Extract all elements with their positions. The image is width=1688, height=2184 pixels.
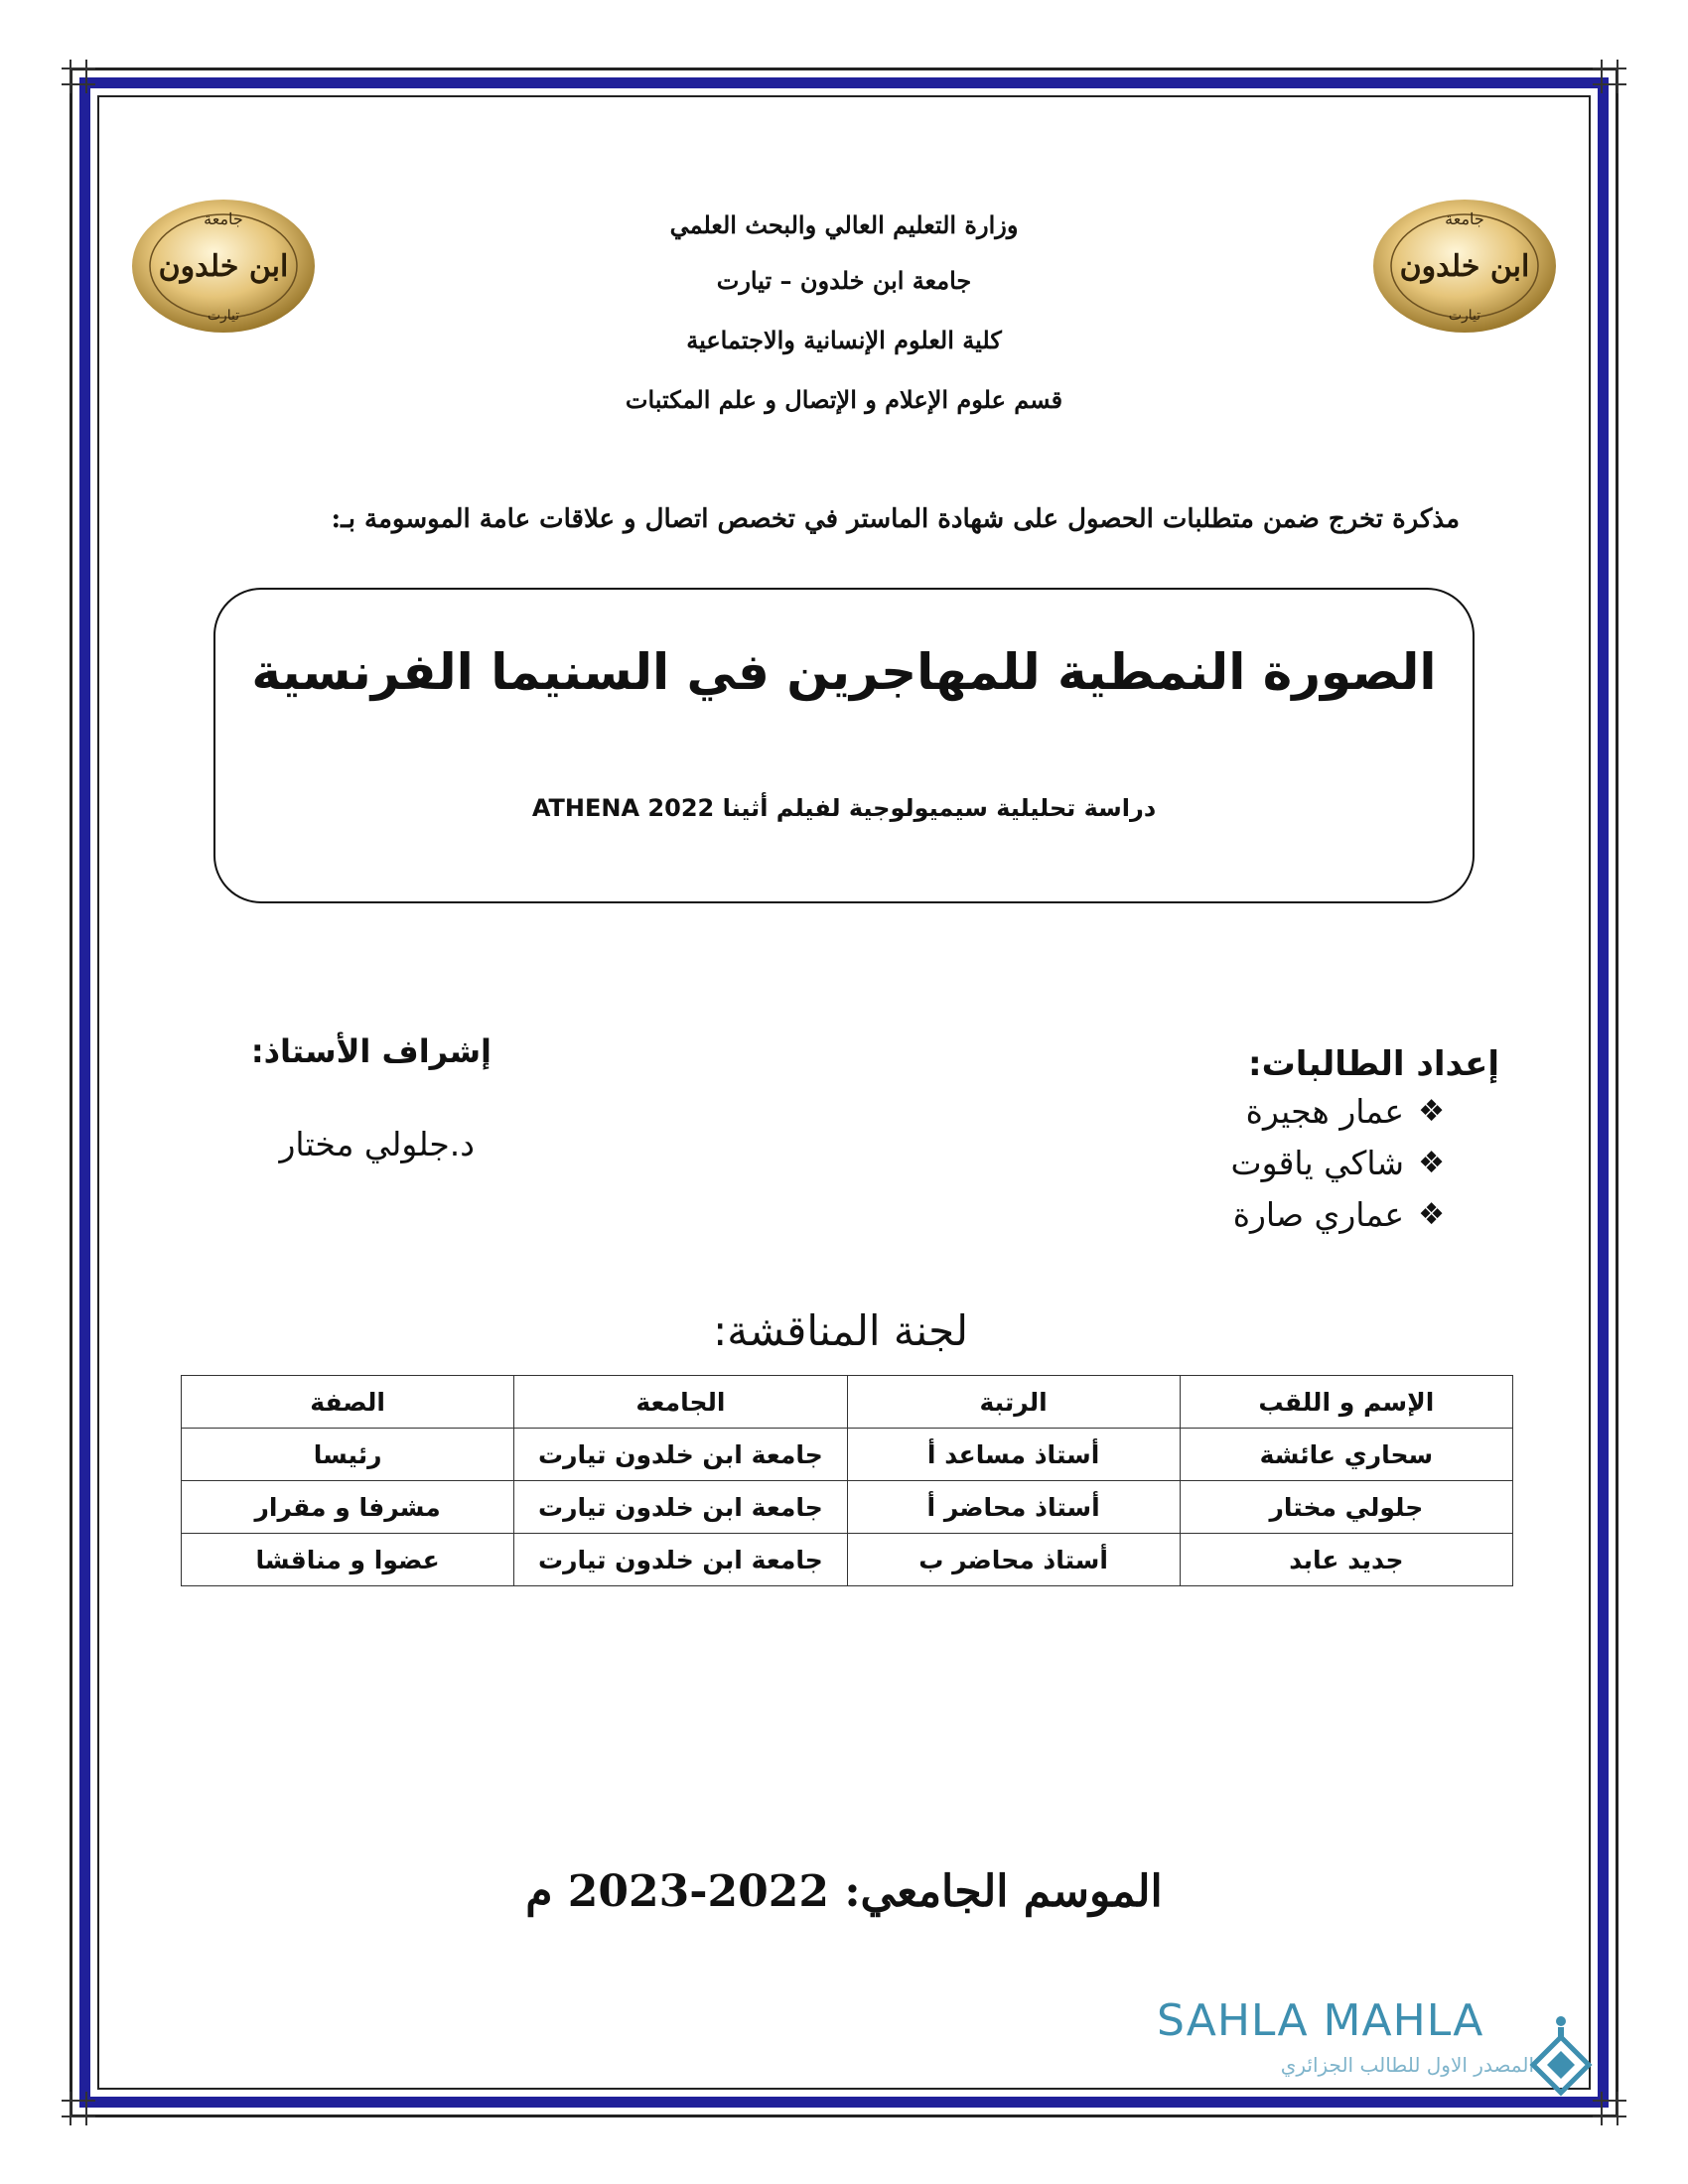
- diamond-bullet-icon: ❖: [1418, 1094, 1445, 1129]
- university-logo-right: [1370, 197, 1559, 336]
- cell-name: جلولي مختار: [1180, 1481, 1512, 1534]
- table-row: [182, 1481, 1513, 1534]
- logo-top-text: جامعة: [1445, 209, 1484, 228]
- thesis-subtitle: دراسة تحليلية سيميولوجية لفيلم أثينا ATHENA 2022: [531, 794, 1157, 822]
- logo-bottom-text: تيارت: [207, 308, 240, 324]
- header-role: الصفة: [182, 1376, 514, 1429]
- faculty-name: كلية العلوم الإنسانية والاجتماعية: [686, 326, 1002, 354]
- border-corner-bottom-right: [1593, 2092, 1626, 2125]
- diamond-bullet-icon: ❖: [1418, 1197, 1445, 1232]
- watermark-name: SAHLA MAHLA: [1157, 1995, 1484, 2046]
- committee-title: لجنة المناقشة:: [713, 1306, 968, 1355]
- cell-role: رئيسا: [182, 1429, 514, 1481]
- student-item: [1231, 1144, 1445, 1182]
- student-name: عمار هجيرة: [1245, 1092, 1405, 1131]
- student-item: [1246, 1092, 1445, 1131]
- cell-university: جامعة ابن خلدون تيارت: [514, 1534, 847, 1586]
- student-item: [1233, 1195, 1445, 1234]
- logo-name-text: ابن خلدون: [1399, 249, 1530, 284]
- header-university: الجامعة: [514, 1376, 847, 1429]
- border-corner-top-right: [1593, 60, 1626, 93]
- cell-rank: أستاذ محاضر ب: [847, 1534, 1180, 1586]
- table-row: [182, 1429, 1513, 1481]
- cell-role: مشرفا و مقرار: [182, 1481, 514, 1534]
- cell-university: جامعة ابن خلدون تيارت: [514, 1429, 847, 1481]
- supervisor-name: د.جلولي مختار: [279, 1125, 475, 1163]
- header-name: الإسم و اللقب: [1180, 1376, 1512, 1429]
- cell-rank: أستاذ محاضر أ: [847, 1481, 1180, 1534]
- header-rank: الرتبة: [847, 1376, 1180, 1429]
- cell-role: عضوا و مناقشا: [182, 1534, 514, 1586]
- department-name: قسم علوم الإعلام و الإتصال و علم المكتبات: [625, 385, 1063, 414]
- logo-top-text: جامعة: [204, 209, 243, 228]
- supervisor-label: إشراف الأستاذ:: [250, 1032, 492, 1070]
- table-header-row: [182, 1376, 1513, 1429]
- university-name: جامعة ابن خلدون – تيارت: [716, 266, 972, 295]
- students-label: إعداد الطالبات:: [1248, 1044, 1499, 1084]
- cell-name: سحاري عائشة: [1180, 1429, 1512, 1481]
- title-box: [213, 588, 1475, 903]
- table-row: [182, 1534, 1513, 1586]
- student-name: عماري صارة: [1232, 1195, 1405, 1234]
- diamond-bullet-icon: ❖: [1418, 1146, 1445, 1180]
- cell-name: جديد عابد: [1180, 1534, 1512, 1586]
- thesis-intro: مذكرة تخرج ضمن متطلبات الحصول على شهادة الماستر في تخصص اتصال و علاقات عامة الموسومة بـ:: [331, 504, 1460, 534]
- committee-table: [181, 1375, 1513, 1586]
- watermark-logo-icon: [1529, 2013, 1594, 2098]
- border-corner-top-left: [62, 60, 95, 93]
- cell-rank: أستاذ مساعد أ: [847, 1429, 1180, 1481]
- ministry-name: وزارة التعليم العالي والبحث العلمي: [669, 210, 1019, 239]
- cell-university: جامعة ابن خلدون تيارت: [514, 1481, 847, 1534]
- border-corner-bottom-left: [62, 2092, 95, 2125]
- watermark-tagline: المصدر الاول للطالب الجزائري: [1280, 2053, 1534, 2077]
- academic-season: الموسم الجامعي: 2022-2023 م: [525, 1866, 1163, 1917]
- student-name: شاكي ياقوت: [1230, 1144, 1405, 1182]
- logo-name-text: ابن خلدون: [158, 249, 289, 284]
- thesis-title: الصورة النمطية للمهاجرين في السنيما الفرنسية: [251, 643, 1437, 701]
- logo-bottom-text: تيارت: [1448, 308, 1481, 324]
- university-logo-left: [129, 197, 318, 336]
